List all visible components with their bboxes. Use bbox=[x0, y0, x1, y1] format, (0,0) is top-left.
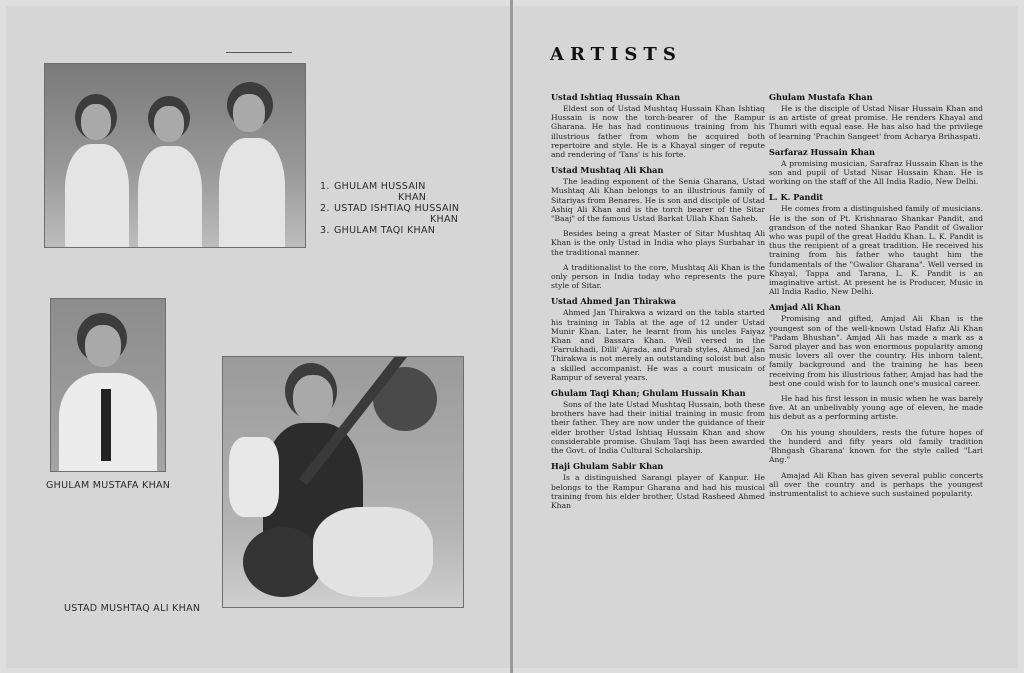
artist-heading: Haji Ghulam Sabir Khan bbox=[551, 461, 664, 472]
sitar-photo bbox=[222, 356, 464, 608]
artist-entry bbox=[769, 192, 983, 296]
artist-paragraph: Ahmed Jan Thirakwa a wizard on the tabla started his training in Tabla at the age of 12 under Ustad Munir Khan. Later, he learnt from his uncles Faiyaz Khan and Bassara Khan. Well versed in the 'Farrukhadi, Dilli' Ajrada, and Purab styles, Ahmed Jan Thirakwa is not merely an outstanding soloist but also a skilled accompanist. He was a court musicain of Rampur of several years. bbox=[551, 308, 765, 382]
artist-paragraph: Eldest son of Ustad Mushtaq Hussain Khan Ishtiaq Hussain is now the torch-bearer of the Rampur Gharana. He has had continuous training from his illustrious father from whom he acquired both repertoire and style. He is a Khayal singer of repute and rendering of 'Tans' is his forte. bbox=[551, 104, 765, 160]
artist-paragraph: Sons of the late Ustad Mushtaq Hussain, both these brothers have had their initial training in music from their father. They are now under the guidance of their elder brother Ustad Ishtiaq Hussain Khan and show considerable promise. Ghulam Taqi has been awarded the Govt. of India Cultural Scholarship. bbox=[551, 400, 765, 456]
portrait-caption: GHULAM MUSTAFA KHAN bbox=[46, 480, 171, 491]
group-photo bbox=[44, 63, 306, 248]
artist-paragraph: A promising musician, Sarafraz Hussain Khan is the son and pupil of Ustad Nisar Hussain Khan. He is working on the staff of the All India Radio, New Delhi. bbox=[769, 158, 983, 187]
column-1 bbox=[551, 92, 765, 516]
artist-heading: Ghulam Taqi Khan; Ghulam Hussain Khan bbox=[551, 388, 746, 399]
portrait-photo bbox=[50, 298, 166, 472]
group-photo-caption bbox=[320, 181, 470, 236]
column-2 bbox=[769, 92, 983, 504]
artist-heading: Ustad Ishtiaq Hussain Khan bbox=[551, 92, 681, 102]
artist-heading: Sarfaraz Hussain Khan bbox=[769, 146, 875, 157]
artist-paragraph: He had his first lesson in music when he was barely five. At an unbelivably young age of eleven, he made his debut as a performing artiste. bbox=[769, 394, 983, 422]
artist-entry bbox=[551, 388, 765, 455]
artist-entry bbox=[551, 165, 765, 290]
artist-paragraph: Amajad Ali Khan has given several public concerts all over the country and is perhaps the youngest instrumentalist to achieve such sustained popularity. bbox=[769, 470, 983, 498]
artist-entry bbox=[769, 302, 983, 498]
artist-entry bbox=[551, 92, 765, 159]
artist-paragraph: Promising and gifted, Amjad Ali Khan is the youngest son of the well-known Ustad Hafiz Ali Khan "Padam Bhushan". Amjad Ali has made a mark as a Sarod player and has won enormous popularity among music lovers all over the country. His inborn talent, family background and the training he has been receiving from his illustrious father, Amjad has had the best one could wish for to launch one's musical career. bbox=[769, 314, 983, 388]
artist-heading: Amjad Ali Khan bbox=[769, 302, 841, 313]
artist-paragraph: Besides being a great Master of Sitar Mushtaq Ali Khan is the only Ustad in India who plays Surbahar in the traditional manner. bbox=[551, 229, 765, 257]
caption-line-1: 1. GHULAM HUSSAIN bbox=[320, 181, 426, 192]
caption-line-2b: KHAN bbox=[430, 214, 459, 225]
page-title: ARTISTS bbox=[550, 44, 682, 65]
caption-line-2: 2. USTAD ISHTIAQ HUSSAIN bbox=[320, 203, 460, 214]
artist-entry bbox=[769, 92, 983, 141]
sitar-caption: USTAD MUSHTAQ ALI KHAN bbox=[64, 603, 201, 614]
page-gutter bbox=[510, 0, 513, 673]
caption-line-3: 3. GHULAM TAQI KHAN bbox=[320, 225, 436, 236]
artist-heading: Ghulam Mustafa Khan bbox=[769, 92, 873, 102]
artist-paragraph: A traditionalist to the core, Mushtaq Ali Khan is the only person in India today who represents the pure style of Sitar. bbox=[551, 262, 765, 291]
artist-paragraph: On his young shoulders, rests the future hopes of the hunderd and fifty years old family tradition 'Bhngash Gharana' known for the style called "Lari Ang." bbox=[769, 427, 983, 465]
artist-paragraph: Is a distinguished Sarangi player of Kanpur. He belongs to the Rampur Gharana and had his musical training from his elder brother, Ustad Rasheed Ahmed Khan bbox=[551, 473, 765, 510]
artist-entry bbox=[551, 296, 765, 382]
artist-entry bbox=[769, 147, 983, 187]
artist-paragraph: He is the disciple of Ustad Nisar Hussain Khan and is an artiste of great promise. He renders Khayal and Thumri with equal ease. He has also had the privilege of learning 'Prachin Sangeet' from Acharya Brihaspati. bbox=[769, 104, 983, 141]
artist-paragraph: The leading exponent of the Senia Gharana, Ustad Mushtaq Ali Khan belongs to an illustrious family of Sitariyas from Benares. He is son and disciple of Ustad Ashiq Ali Khan and is the torch bearer of the Sitar "Baaj" of the famous Ustad Barkat Ullah Khan Saheb. bbox=[551, 177, 765, 224]
artist-paragraph: He comes from a distinguished family of musicians. He is the son of Pt. Krishnarao Shankar Pandit, and grandson of the noted Shankar Rao Pandit of Gwalior who was pupil of the great Haddu Khan. L. K. Pandit is thus the recipient of a great tradition. He received his training from his father who taught him the fundamentals of the "Gwalior Gharana". Well versed in Khayal, Tappa and Tarana, L. K. Pandit is an imaginative artist. At present he is Producer, Music in All India Radio, New Delhi. bbox=[769, 204, 983, 297]
artist-entry bbox=[551, 461, 765, 510]
top-rule bbox=[226, 52, 292, 53]
artist-heading: L. K. Pandit bbox=[769, 192, 824, 203]
caption-line-1b: KHAN bbox=[398, 192, 427, 203]
artist-heading: Ustad Ahmed Jan Thirakwa bbox=[551, 296, 676, 307]
artist-heading: Ustad Mushtaq Ali Khan bbox=[551, 165, 664, 176]
